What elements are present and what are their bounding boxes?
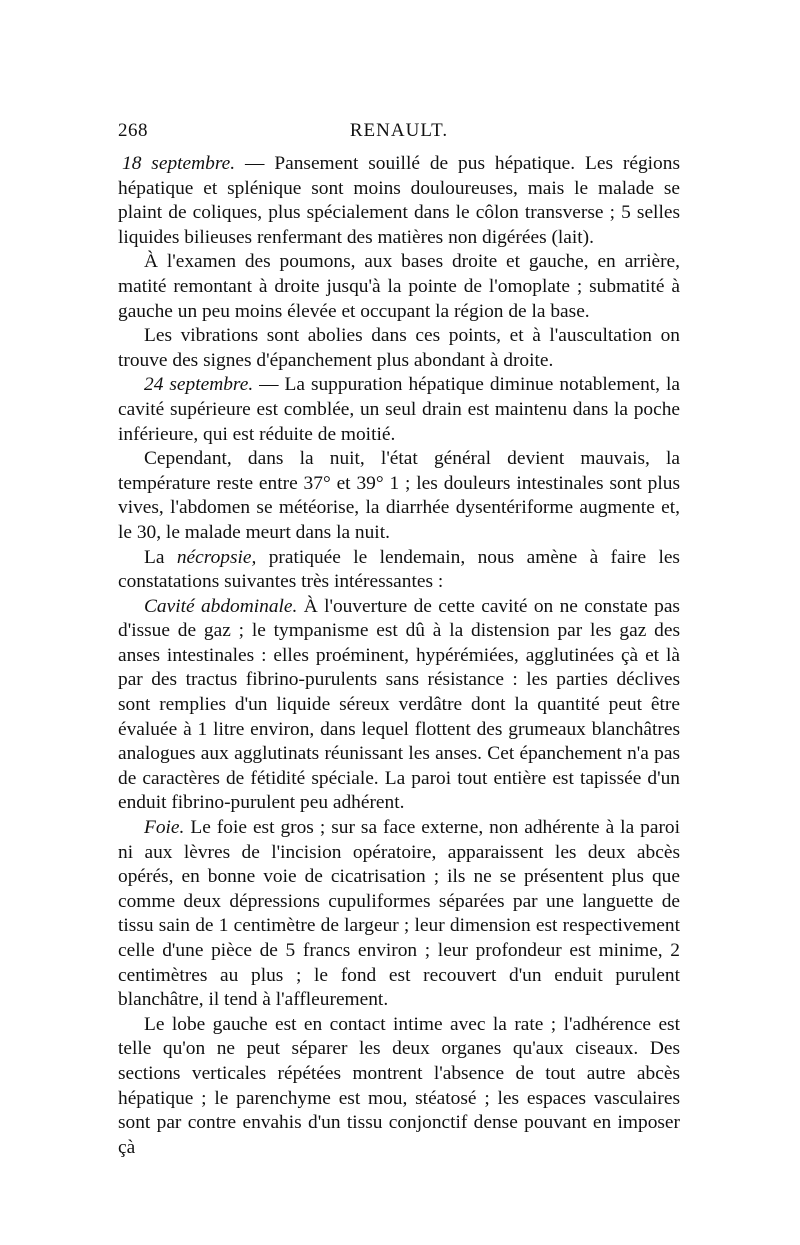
paragraph-text-pre: La [144,546,177,568]
paragraph-text: À l'ouverture de cette cavité on ne constate pas d'issue de gaz ; le tympanisme est dû à la distension par les gaz des anses intestinales : elles proéminent, hypérémiées, agglutinées çà et là par des tractus fibrino-purulents sans résistance : les parties déclives sont remplies d'un liquide séreux verdâtre dont la quantité peut être évaluée à 1 litre environ, dans lequel flottent des grumeaux blanchâtres analogues aux agglutinats réunissant les anses. Cet épanchement n'a pas de caractères de fétidité spéciale. La paroi tout entière est tapissée d'un enduit fibrino-purulent peu adhérent. [118,595,680,814]
paragraph-24-septembre [118,373,680,447]
paragraph-18-septembre [118,152,680,250]
paragraph-text: pratiquée le lendemain, nous amène à faire les constatations suivantes très intéressantes : [118,546,680,593]
page-header [118,120,680,152]
date-heading: 24 septembre. [144,374,254,396]
paragraph-cavite-abdominale [118,595,680,816]
paragraph-necropsie [118,546,680,595]
paragraph-text: Le foie est gros ; sur sa face externe, non adhérente à la paroi ni aux lèvres de l'incision opératoire, apparaissent les deux abcès opérés, en bonne voie de cicatrisation ; ils ne se présentent plus que comme deux dépressions cupuliformes séparées par une languette de tissu sain de 1 centimètre de largeur ; leur dimension est respectivement celle d'une pièce de 5 francs environ ; leur profondeur est minime, 2 centimètres au plus ; le fond est recouvert d'un enduit purulent blanchâtre, il tend à l'affleurement. [118,817,680,1011]
date-heading: 18 septembre. [122,153,236,174]
paragraph-text: — La suppuration hépatique diminue notablement, la cavité supérieure est comblée, un seul drain est maintenu dans la poche inférieure, qui est réduite de moitié. [118,374,680,445]
paragraph-text: Les vibrations sont abolies dans ces points, et à l'auscultation on trouve des signes d'épanchement plus abondant à droite. [118,325,680,371]
book-page [118,120,680,1160]
paragraph-vibrations [118,324,680,373]
section-heading: Cavité abdominale. [144,595,298,617]
section-heading: Foie. [144,817,185,839]
paragraph-examen-poumons [118,250,680,324]
paragraph-text: Cependant, dans la nuit, l'état général devient mauvais, la température reste entre 37° et 39° 1 ; les douleurs intestinales sont plus vives, l'abdomen se météorise, la diarrhée dysentériforme augmente et, le 30, le malade meurt dans la nuit. [118,448,680,543]
running-head: RENAULT. [349,120,449,141]
paragraph-text: Le lobe gauche est en contact intime avec la rate ; l'adhérence est telle qu'on ne peut séparer les deux organes qu'aux ciseaux. Des sections verticales répétées montrent l'absence de tout autre abcès hépatique ; le parenchyme est mou, stéatosé ; les espaces vasculaires sont par contre envahis d'un tissu conjonctif dense pouvant en imposer çà [118,1013,680,1158]
paragraph-text: — Pansement souillé de pus hépatique. Les régions hépatique et splénique sont moins douloureuses, mais le malade se plaint de coliques, plus spécialement dans le côlon transverse ; 5 selles liquides bilieuses renfermant des matières non digérées (lait). [118,153,680,248]
paragraph-cependant [118,447,680,545]
necropsie-term: nécropsie, [176,546,257,568]
body-text [118,152,680,1160]
paragraph-text: À l'examen des poumons, aux bases droite et gauche, en arrière, matité remontant à droite jusqu'à la pointe de l'omoplate ; submatité à gauche un peu moins élevée et occupant la région de la base. [118,251,680,322]
paragraph-lobe-gauche [118,1013,680,1161]
page-number: 268 [118,120,148,141]
paragraph-foie [118,816,680,1013]
